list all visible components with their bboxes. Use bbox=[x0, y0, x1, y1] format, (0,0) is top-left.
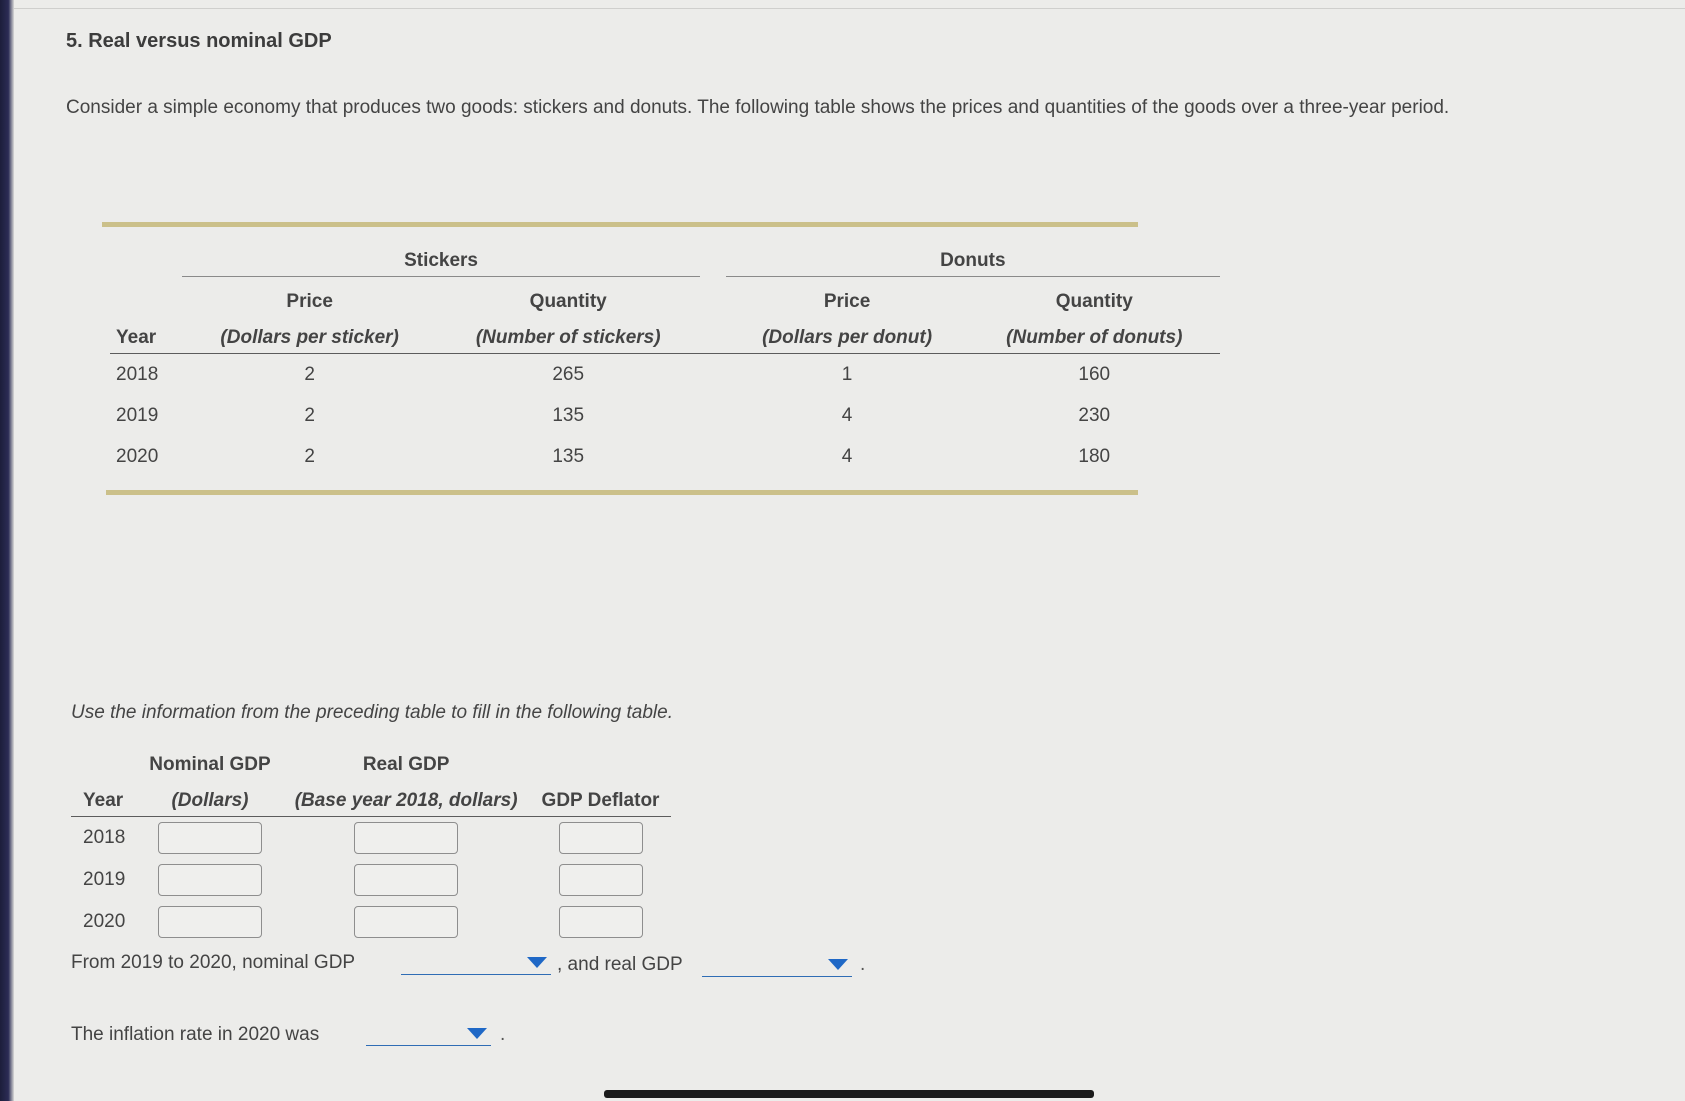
col-header-gdp-deflator: GDP Deflator bbox=[530, 776, 672, 817]
sticker-quantity-cell: 135 bbox=[552, 404, 585, 426]
chevron-down-icon bbox=[527, 957, 547, 968]
real-gdp-2018-input[interactable] bbox=[354, 822, 458, 854]
question-title: 5. Real versus nominal GDP bbox=[66, 30, 332, 52]
table-bottom-rule bbox=[106, 490, 1138, 495]
col-unit-real-gdp: (Base year 2018, dollars) bbox=[283, 776, 530, 817]
donut-quantity-cell: 160 bbox=[1078, 363, 1111, 385]
col-header-year: Year bbox=[71, 776, 137, 817]
table-row bbox=[71, 859, 671, 901]
top-divider bbox=[14, 8, 1685, 9]
group-header-stickers: Stickers bbox=[182, 230, 699, 277]
row-year: 2018 bbox=[83, 827, 126, 848]
sentence-period: . bbox=[860, 954, 866, 975]
bottom-bar bbox=[604, 1090, 1094, 1098]
col-header-donut-quantity: Quantity bbox=[1055, 291, 1133, 312]
real-gdp-2020-input[interactable] bbox=[354, 906, 458, 938]
table-top-rule bbox=[102, 222, 1138, 227]
group-header-donuts: Donuts bbox=[726, 230, 1220, 277]
donut-price-cell: 1 bbox=[841, 363, 853, 385]
chevron-down-icon bbox=[467, 1028, 487, 1039]
row-year: 2020 bbox=[116, 445, 159, 467]
row-year: 2019 bbox=[83, 869, 126, 890]
col-unit-sticker-price: (Dollars per sticker) bbox=[182, 313, 436, 354]
chevron-down-icon bbox=[828, 959, 848, 970]
col-header-nominal-gdp: Nominal GDP bbox=[149, 754, 271, 775]
sticker-price-cell: 2 bbox=[304, 445, 315, 467]
table-row bbox=[71, 817, 671, 860]
col-unit-donut-price: (Dollars per donut) bbox=[726, 313, 969, 354]
real-gdp-2019-input[interactable] bbox=[354, 864, 458, 896]
gdp-deflator-2020-input[interactable] bbox=[559, 906, 643, 938]
table-row bbox=[110, 354, 1220, 396]
nominal-gdp-2020-input[interactable] bbox=[158, 906, 262, 938]
real-gdp-change-dropdown[interactable] bbox=[702, 955, 852, 977]
row-year: 2019 bbox=[116, 404, 159, 426]
col-header-year: Year bbox=[110, 313, 182, 354]
donut-price-cell: 4 bbox=[841, 445, 853, 467]
donut-price-cell: 4 bbox=[841, 404, 853, 426]
row-year: 2018 bbox=[116, 363, 159, 385]
inflation-rate-sentence: The inflation rate in 2020 was bbox=[71, 1024, 320, 1045]
sticker-quantity-cell: 265 bbox=[552, 363, 585, 385]
sticker-price-cell: 2 bbox=[304, 404, 315, 426]
nominal-gdp-change-dropdown[interactable] bbox=[401, 953, 551, 975]
col-unit-nominal-gdp: (Dollars) bbox=[137, 776, 282, 817]
table-row bbox=[71, 901, 671, 943]
nominal-gdp-2019-input[interactable] bbox=[158, 864, 262, 896]
col-unit-sticker-quantity: (Number of stickers) bbox=[437, 313, 700, 354]
question-page bbox=[14, 0, 1685, 1101]
col-header-sticker-price: Price bbox=[286, 291, 333, 312]
col-unit-donut-quantity: (Number of donuts) bbox=[969, 313, 1220, 354]
screen-edge bbox=[0, 0, 14, 1101]
inflation-rate-dropdown[interactable] bbox=[366, 1024, 491, 1046]
table-row bbox=[110, 395, 1220, 436]
col-header-donut-price: Price bbox=[823, 291, 871, 312]
row-year: 2020 bbox=[83, 911, 126, 932]
gdp-deflator-2019-input[interactable] bbox=[559, 864, 643, 896]
gdp-answer-table bbox=[71, 740, 671, 943]
donut-quantity-cell: 230 bbox=[1078, 404, 1111, 426]
gdp-deflator-2018-input[interactable] bbox=[559, 822, 643, 854]
col-header-sticker-quantity: Quantity bbox=[529, 291, 607, 312]
instruction-text: Use the information from the preceding table to fill in the following table. bbox=[71, 702, 673, 723]
prices-quantities-table bbox=[110, 230, 1220, 477]
col-header-real-gdp: Real GDP bbox=[362, 754, 450, 775]
sentence-period: . bbox=[500, 1024, 506, 1045]
real-gdp-sentence: , and real GDP bbox=[557, 954, 683, 975]
sticker-price-cell: 2 bbox=[304, 363, 315, 385]
nominal-gdp-2018-input[interactable] bbox=[158, 822, 262, 854]
sticker-quantity-cell: 135 bbox=[552, 445, 585, 467]
nominal-gdp-sentence: From 2019 to 2020, nominal GDP bbox=[71, 952, 356, 973]
donut-quantity-cell: 180 bbox=[1078, 445, 1111, 467]
question-intro: Consider a simple economy that produces two goods: stickers and donuts. The following table shows the prices and quantities of the goods over a three-year period. bbox=[66, 97, 1450, 118]
table-row bbox=[110, 436, 1220, 477]
